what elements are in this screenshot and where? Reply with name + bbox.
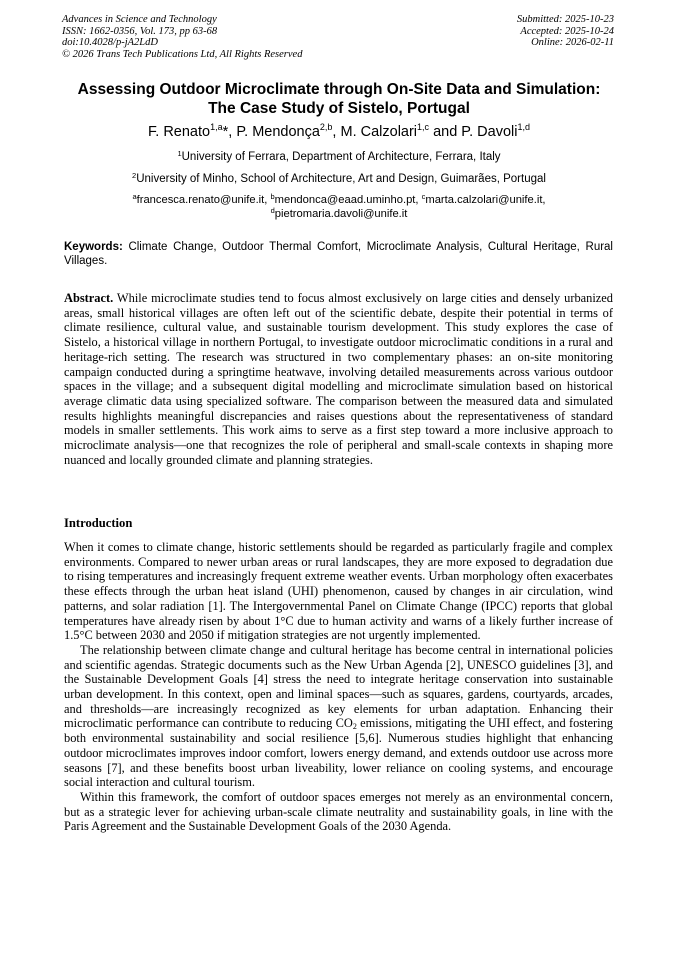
author-affil-sup: 1,d <box>517 122 530 132</box>
email-sup: d <box>270 206 275 215</box>
journal-header <box>62 14 302 61</box>
email-line-1 <box>40 193 638 207</box>
affiliation-text: University of Minho, School of Architecture, Art and Design, Guimarães, Portugal <box>136 173 546 185</box>
author-name: P. Mendonça <box>236 124 320 140</box>
online-date: Online: 2026-02-11 <box>531 37 614 49</box>
author-separator: and <box>429 124 462 140</box>
keywords-text: Climate Change, Outdoor Thermal Comfort, Microclimate Analysis, Cultural Heritage, Rural Villages. <box>64 241 613 267</box>
abstract-label: Abstract. <box>64 291 114 305</box>
keywords-label: Keywords: <box>64 241 123 253</box>
affiliation-2 <box>40 172 638 186</box>
author-separator: , <box>228 124 237 140</box>
author-name: F. Renato <box>148 124 211 140</box>
paper-title <box>40 80 638 118</box>
issn-line: ISSN: 1662-0356, Vol. 173, pp 63-68 <box>62 25 218 37</box>
intro-paragraph-3: Within this framework, the comfort of outdoor spaces emerges not merely as an environmental concern, but as a strategic lever for achieving urban-scale climate neutrality and sustainability goals, in line with the Paris Agreement and the Sustainable Development Goals of the 2030 Agenda. <box>64 789 613 834</box>
author-affil-sup: 2,b <box>319 122 333 132</box>
email-line-2 <box>40 207 638 221</box>
corresponding-mark: * <box>222 124 229 140</box>
paragraph-text: emissions, mitigating the UHI effect, and fostering both environmental sustainability and social resilience [5,6]. Numerous studies highlight that enhancing outdoor microclimates improves indoor comfort, lowers energy demand, and extends outdoor use across more seasons [7], and these benefits boost urban liveability, lower reliance on cooling systems, and encourage social interaction and cultural tourism. <box>64 716 613 790</box>
submitted-date: Submitted: 2025-10-23 <box>516 14 614 25</box>
co2-subscript: 2 <box>352 722 357 732</box>
email-link[interactable]: pietromaria.davoli@unife.it <box>274 208 408 220</box>
author-name: P. Davoli <box>461 124 518 140</box>
affiliation-sup: 1 <box>177 149 182 158</box>
author-affil-sup: 1,a <box>210 122 223 132</box>
affiliation-sup: 2 <box>132 171 137 180</box>
intro-paragraph-2 <box>64 643 613 790</box>
affiliation-text: University of Ferrara, Department of Architecture, Ferrara, Italy <box>181 151 501 163</box>
author-list <box>40 123 638 141</box>
doi-line: doi:10.4028/p-jA2LdD <box>62 37 158 49</box>
title-line-2: The Case Study of Sistelo, Portugal <box>208 100 470 117</box>
abstract-text: While microclimate studies tend to focus almost exclusively on large cities and densely urbanized areas, small historical villages are often left out of the scientific debate, despite their potential in terms of climate resilience, cultural value, and sustainable tourism development. This study explores the case of Sistelo, a historical village in northern Portugal, to investigate outdoor microclimatic conditions in a rural and heritage-rich setting. The research was structured in two complementary phases: an on-site monitoring campaign conducted during a springtime heatwave, involving detailed measurements across various outdoor spaces in the village; and a subsequent digital modelling and microclimate simulation based on historical average climatic data using specialized software. The comparison between the measured data and simulated results highlights meaningful discrepancies and raises questions about the representativeness of standard models in smaller settlements. This work aims to serve as a first step toward a more inclusive approach to microclimate analysis—one that recognizes the role of peripheral and small-scale contexts in shaping more nuanced and locally grounded climate and planning strategies. <box>64 291 613 467</box>
dates-header <box>517 14 614 49</box>
abstract-paragraph <box>64 291 613 467</box>
author-name: M. Calzolari <box>340 124 418 140</box>
keywords-paragraph <box>64 240 613 268</box>
email-link[interactable]: marta.calzolari@unife.it, <box>425 194 546 206</box>
introduction-heading: Introduction <box>64 516 133 530</box>
email-sup: b <box>270 192 275 201</box>
paragraph-text: The relationship between climate change and cultural heritage has become central in international policies and scientific agendas. Strategic documents such as the New Urban Agenda [2], UNESCO guidelines [3], and the Sustainable Development Goals [4] stress the need to integrate heritage conservation into sustainable urban development. In this context, open and liminal spaces—such as squares, gardens, courtyards, arcades, and thresholds—are increasingly recognized as key elements for urban adaptation. Enhancing their microclimatic performance can contribute to reducing CO <box>64 642 613 731</box>
email-link[interactable]: francesca.renato@unife.it, <box>136 194 271 206</box>
author-separator: , <box>332 124 341 140</box>
introduction-body <box>64 540 613 834</box>
journal-name: Advances in Science and Technology <box>62 14 217 25</box>
email-sup: a <box>132 192 137 201</box>
email-link[interactable]: mendonca@eaad.uminho.pt, <box>274 194 422 206</box>
affiliation-1 <box>40 150 638 164</box>
author-affil-sup: 1,c <box>417 122 430 132</box>
author-emails <box>40 193 638 221</box>
accepted-date: Accepted: 2025-10-24 <box>520 25 614 37</box>
copyright-line: © 2026 Trans Tech Publications Ltd, All Rights Reserved <box>62 49 303 61</box>
title-line-1: Assessing Outdoor Microclimate through On-Site Data and Simulation: <box>77 81 601 98</box>
email-sup: c <box>421 192 426 201</box>
intro-paragraph-1: When it comes to climate change, historic settlements should be regarded as particularly fragile and complex environments. Compared to newer urban areas or rural landscapes, they are more exposed to degradation due to rising temperatures and increasingly frequent extreme weather events. Urban morphology often exacerbates these effects through the urban heat island (UHI) phenomenon, caused by changes in air circulation, wind patterns, and solar radiation [1]. The Intergovernmental Panel on Climate Change (IPCC) reports that global temperatures have already risen by about 1°C due to human activity and warns of a likely further increase of 1.5°C between 2030 and 2050 if mitigation strategies are not urgently implemented. <box>64 540 613 643</box>
